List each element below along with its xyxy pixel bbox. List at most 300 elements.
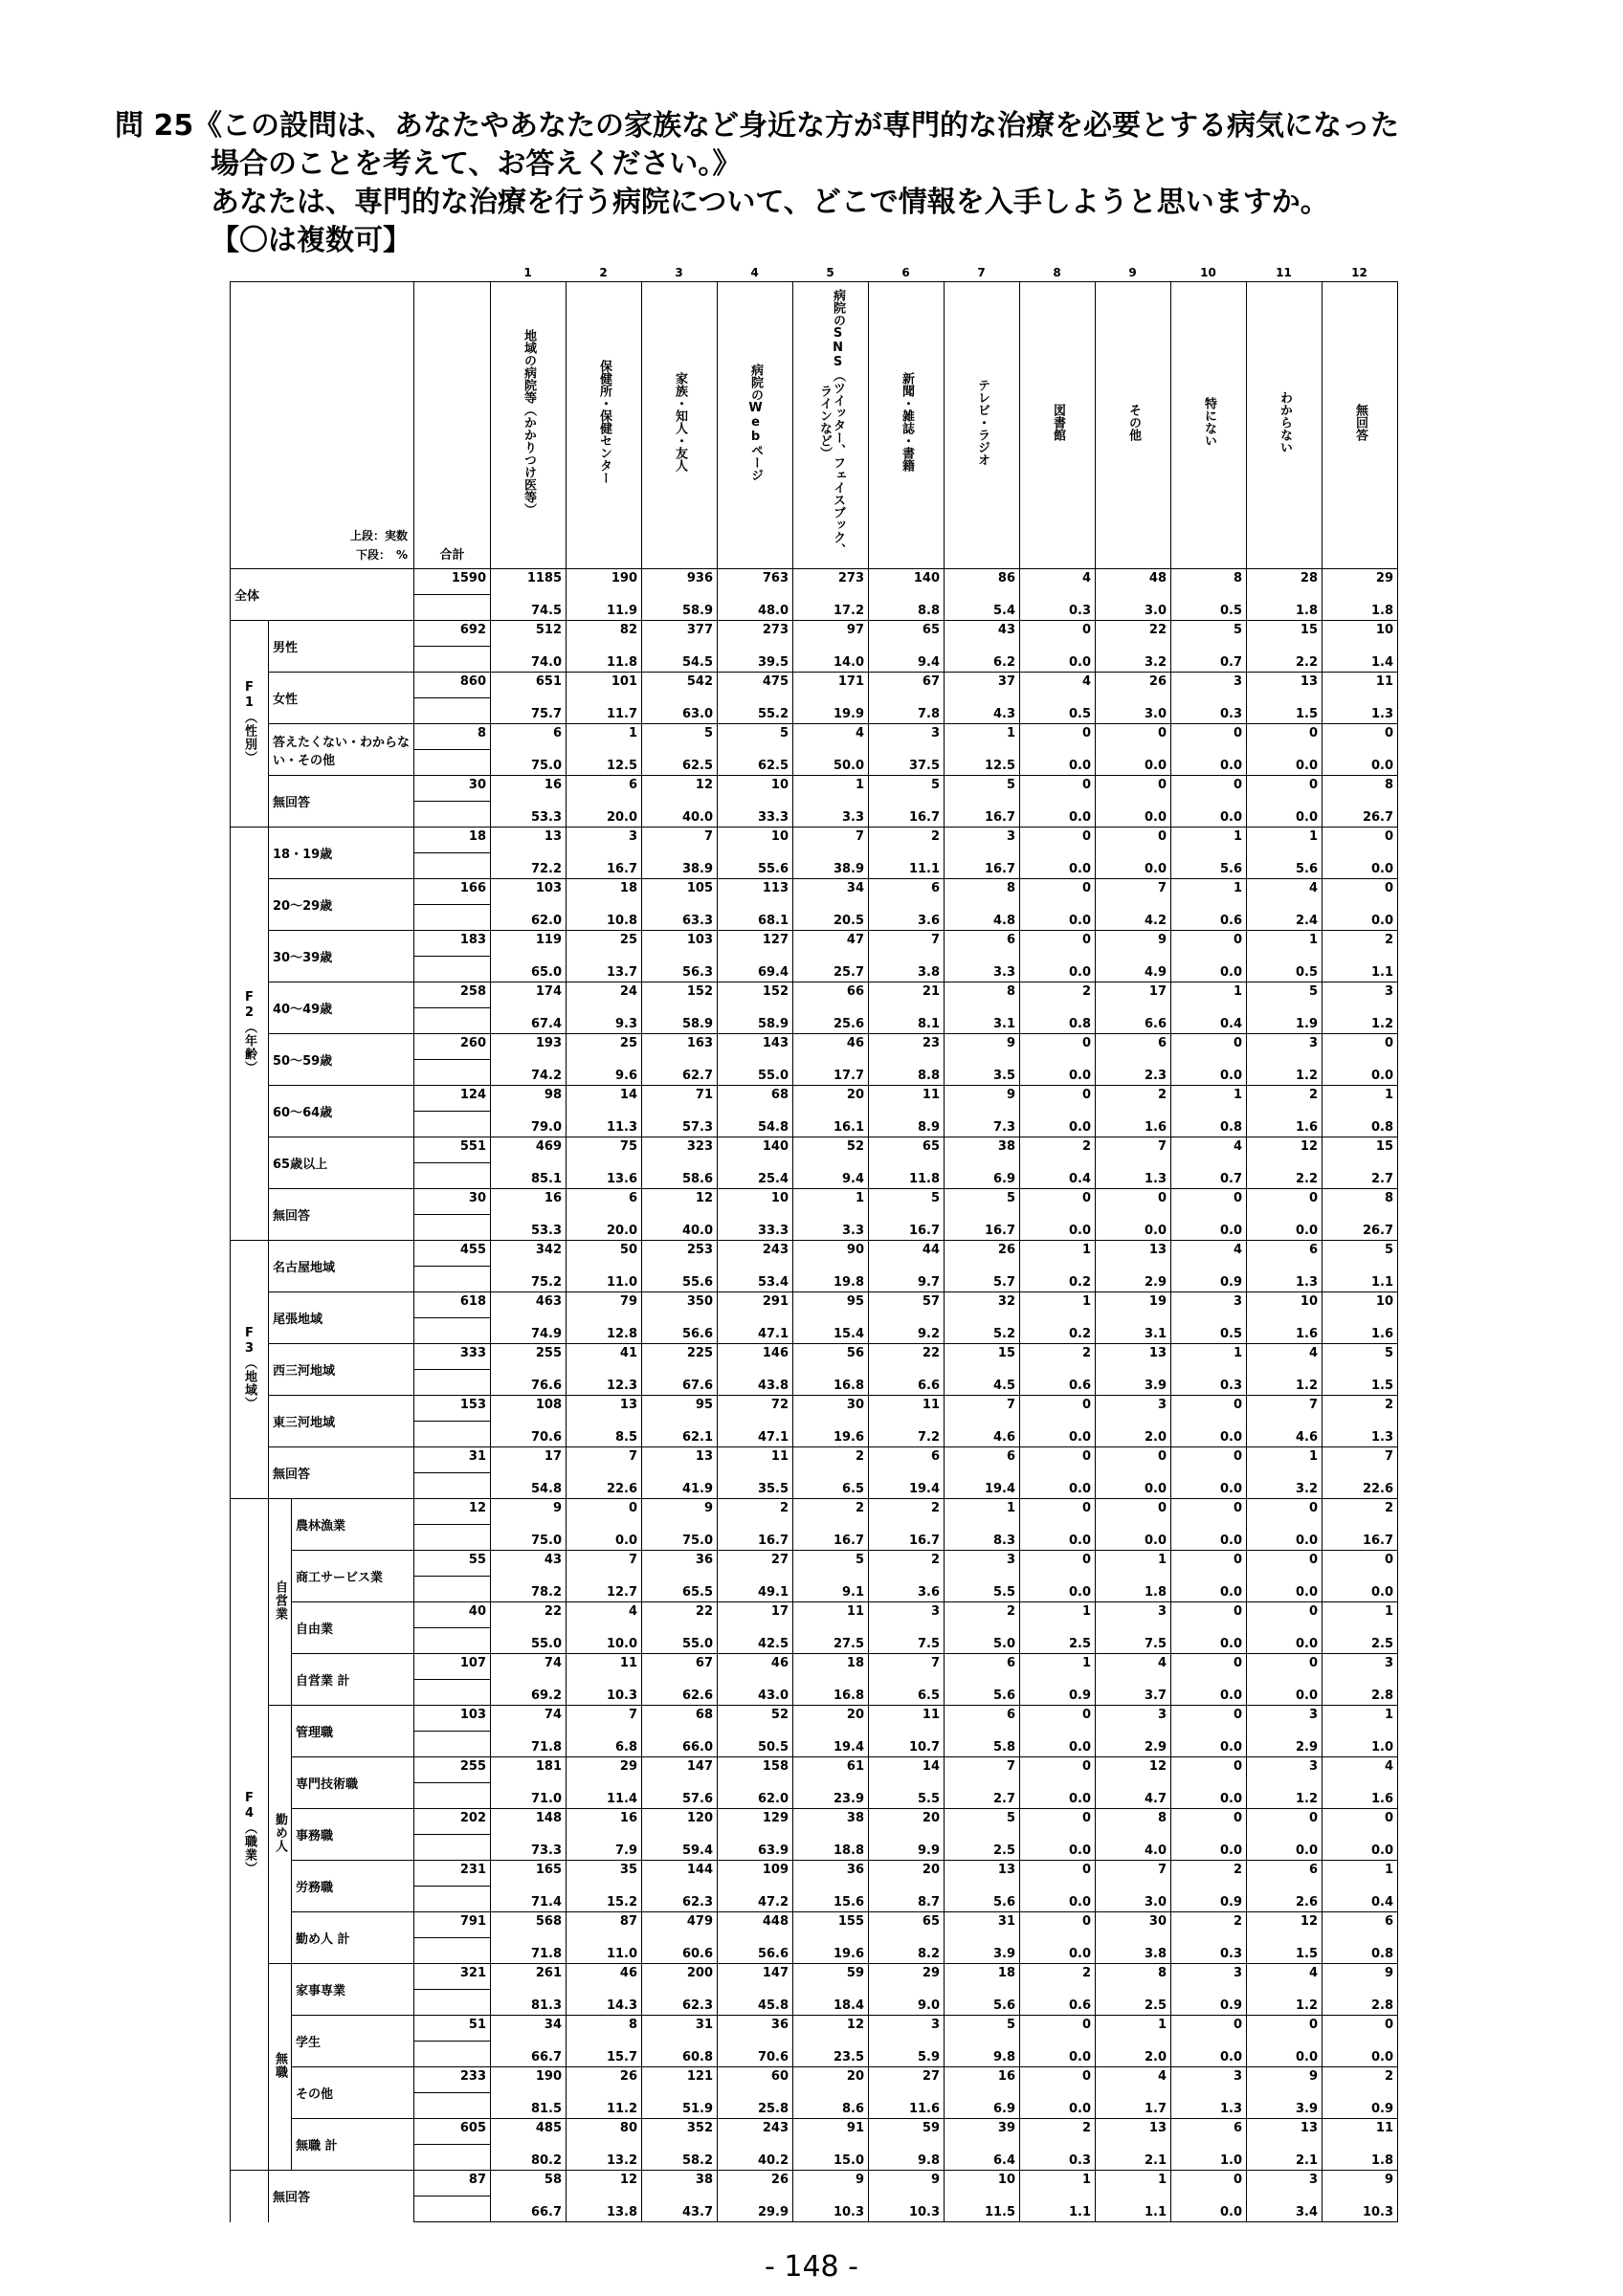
count-cell: 13 xyxy=(1096,2119,1171,2145)
count-cell: 4 xyxy=(1323,1757,1398,1783)
percent-cell: 0.3 xyxy=(1020,2145,1096,2171)
count-cell: 4 xyxy=(1247,1344,1323,1370)
percent-cell: 16.1 xyxy=(793,1112,869,1137)
percent-cell: 9.8 xyxy=(945,2042,1020,2067)
group-label xyxy=(231,621,269,828)
percent-cell: 0.3 xyxy=(1171,1370,1247,1396)
percent-cell: 5.6 xyxy=(945,1990,1020,2016)
table-row xyxy=(231,569,1398,595)
percent-cell: 0.0 xyxy=(1171,1215,1247,1241)
count-cell: 10 xyxy=(1247,1292,1323,1318)
column-header-label: わからない xyxy=(1278,390,1293,453)
percent-cell: 0.0 xyxy=(1323,853,1398,879)
count-cell: 1 xyxy=(1171,879,1247,905)
count-cell: 5 xyxy=(869,1189,945,1215)
percent-cell: 5.7 xyxy=(945,1267,1020,1292)
percent-cell: 0.0 xyxy=(1020,1112,1096,1137)
percent-cell: 1.5 xyxy=(1247,1938,1323,1964)
count-cell: 16 xyxy=(567,1809,642,1835)
count-cell: 7 xyxy=(642,828,718,853)
percent-cell: 2.6 xyxy=(1247,1887,1323,1912)
percent-cell: 0.0 xyxy=(1247,1835,1323,1861)
percent-cell: 16.7 xyxy=(945,853,1020,879)
percent-cell: 0.0 xyxy=(1020,1835,1096,1861)
count-cell: 26 xyxy=(567,2067,642,2093)
count-cell: 2 xyxy=(1020,1344,1096,1370)
percent-cell: 0.0 xyxy=(1020,1577,1096,1602)
row-label: 自営業 計 xyxy=(292,1654,414,1706)
count-cell: 2 xyxy=(1323,1396,1398,1422)
count-cell: 469 xyxy=(491,1137,567,1163)
percent-cell: 23.5 xyxy=(793,2042,869,2067)
count-cell: 1 xyxy=(1020,1602,1096,1628)
percent-cell: 3.7 xyxy=(1096,1680,1171,1706)
row-total-n: 231 xyxy=(414,1861,491,1887)
percent-cell: 1.2 xyxy=(1323,1008,1398,1034)
count-cell: 200 xyxy=(642,1964,718,1990)
count-cell: 0 xyxy=(1323,2016,1398,2042)
percent-cell: 63.0 xyxy=(642,698,718,724)
percent-cell: 5.6 xyxy=(1247,853,1323,879)
count-cell: 29 xyxy=(869,1964,945,1990)
row-total-n: 605 xyxy=(414,2119,491,2145)
count-cell: 1 xyxy=(1323,1706,1398,1732)
percent-cell: 0.0 xyxy=(567,1525,642,1551)
percent-cell: 15.2 xyxy=(567,1887,642,1912)
count-cell: 31 xyxy=(642,2016,718,2042)
count-cell: 26 xyxy=(945,1241,1020,1267)
count-cell: 1 xyxy=(567,724,642,750)
count-cell: 243 xyxy=(718,2119,793,2145)
row-total-blank xyxy=(414,1680,491,1706)
count-cell: 10 xyxy=(1323,1292,1398,1318)
count-cell: 9 xyxy=(1096,931,1171,957)
table-row xyxy=(231,1706,1398,1732)
row-total-blank xyxy=(414,1732,491,1757)
count-cell: 27 xyxy=(718,1551,793,1577)
percent-cell: 7.5 xyxy=(1096,1628,1171,1654)
percent-cell: 0.0 xyxy=(1323,1835,1398,1861)
count-cell: 140 xyxy=(718,1137,793,1163)
count-cell: 74 xyxy=(491,1706,567,1732)
percent-cell: 0.6 xyxy=(1020,1370,1096,1396)
percent-cell: 26.7 xyxy=(1323,1215,1398,1241)
count-cell: 1 xyxy=(1096,2016,1171,2042)
count-cell: 0 xyxy=(1247,1654,1323,1680)
count-cell: 1 xyxy=(1020,1292,1096,1318)
count-cell: 12 xyxy=(793,2016,869,2042)
count-cell: 10 xyxy=(718,828,793,853)
percent-cell: 9.4 xyxy=(793,1163,869,1189)
count-cell: 9 xyxy=(1323,2171,1398,2197)
count-cell: 350 xyxy=(642,1292,718,1318)
row-total-n: 166 xyxy=(414,879,491,905)
percent-cell: 8.5 xyxy=(567,1422,642,1447)
percent-cell: 20.5 xyxy=(793,905,869,931)
count-cell: 193 xyxy=(491,1034,567,1060)
row-total-blank xyxy=(414,1112,491,1137)
question-line-4: 【〇は複数可】 xyxy=(211,224,411,257)
table-row xyxy=(231,1292,1398,1318)
count-cell: 16 xyxy=(491,1189,567,1215)
count-cell: 0 xyxy=(1247,1551,1323,1577)
percent-cell: 0.0 xyxy=(1247,2042,1323,2067)
percent-cell: 3.1 xyxy=(945,1008,1020,1034)
row-total-n: 455 xyxy=(414,1241,491,1267)
count-cell: 1 xyxy=(1247,1447,1323,1473)
count-cell: 3 xyxy=(869,1602,945,1628)
percent-cell: 22.6 xyxy=(567,1473,642,1499)
row-total-n: 333 xyxy=(414,1344,491,1370)
count-cell: 38 xyxy=(793,1809,869,1835)
table-row xyxy=(231,2119,1398,2145)
column-header xyxy=(1323,282,1398,569)
count-cell: 1 xyxy=(1020,1654,1096,1680)
count-cell: 7 xyxy=(945,1396,1020,1422)
count-cell: 5 xyxy=(642,724,718,750)
row-total-n: 18 xyxy=(414,828,491,853)
percent-cell: 75.7 xyxy=(491,698,567,724)
percent-cell: 4.9 xyxy=(1096,957,1171,982)
percent-cell: 0.8 xyxy=(1171,1112,1247,1137)
percent-cell: 39.5 xyxy=(718,647,793,673)
percent-cell: 1.6 xyxy=(1323,1783,1398,1809)
percent-cell: 68.1 xyxy=(718,905,793,931)
percent-cell: 0.0 xyxy=(1247,1577,1323,1602)
percent-cell: 1.2 xyxy=(1247,1060,1323,1086)
count-cell: 22 xyxy=(869,1344,945,1370)
count-cell: 108 xyxy=(491,1396,567,1422)
percent-cell: 6.6 xyxy=(1096,1008,1171,1034)
percent-cell: 0.9 xyxy=(1171,1267,1247,1292)
count-cell: 5 xyxy=(793,1551,869,1577)
percent-cell: 58.9 xyxy=(642,595,718,621)
count-cell: 0 xyxy=(1171,2171,1247,2197)
count-cell: 2 xyxy=(1020,1964,1096,1990)
percent-cell: 6.6 xyxy=(869,1370,945,1396)
table-row xyxy=(231,776,1398,802)
percent-cell: 69.2 xyxy=(491,1680,567,1706)
percent-cell: 0.4 xyxy=(1171,1008,1247,1034)
percent-cell: 62.5 xyxy=(642,750,718,776)
group-label xyxy=(231,1241,269,1499)
count-cell: 95 xyxy=(793,1292,869,1318)
percent-cell: 10.3 xyxy=(793,2197,869,2222)
percent-cell: 1.3 xyxy=(1323,698,1398,724)
percent-cell: 74.5 xyxy=(491,595,567,621)
percent-cell: 7.3 xyxy=(945,1112,1020,1137)
row-label: 女性 xyxy=(269,673,414,724)
row-label: 学生 xyxy=(292,2016,414,2067)
percent-cell: 47.1 xyxy=(718,1422,793,1447)
table-row xyxy=(231,1861,1398,1887)
count-cell: 35 xyxy=(567,1861,642,1887)
column-number: 8 xyxy=(1053,266,1061,279)
count-cell: 14 xyxy=(869,1757,945,1783)
row-total-blank xyxy=(414,698,491,724)
count-cell: 0 xyxy=(1171,1034,1247,1060)
percent-cell: 62.3 xyxy=(642,1887,718,1912)
percent-cell: 2.5 xyxy=(1323,1628,1398,1654)
count-cell: 763 xyxy=(718,569,793,595)
header-corner xyxy=(231,282,414,569)
count-cell: 0 xyxy=(1171,931,1247,957)
count-cell: 103 xyxy=(642,931,718,957)
table-row xyxy=(231,1137,1398,1163)
percent-cell: 0.0 xyxy=(1020,1783,1096,1809)
count-cell: 1 xyxy=(1020,1241,1096,1267)
percent-cell: 1.1 xyxy=(1096,2197,1171,2222)
column-number: 3 xyxy=(675,266,683,279)
count-cell: 0 xyxy=(1171,1757,1247,1783)
percent-cell: 1.2 xyxy=(1247,1990,1323,2016)
count-cell: 0 xyxy=(1020,1086,1096,1112)
column-number: 1 xyxy=(523,266,532,279)
row-total-n: 31 xyxy=(414,1447,491,1473)
percent-cell: 2.2 xyxy=(1247,1163,1323,1189)
count-cell: 1 xyxy=(793,776,869,802)
count-cell: 1 xyxy=(945,724,1020,750)
row-label: 50～59歳 xyxy=(269,1034,414,1086)
row-total-blank xyxy=(414,1267,491,1292)
percent-cell: 1.3 xyxy=(1096,1163,1171,1189)
percent-cell: 60.8 xyxy=(642,2042,718,2067)
count-cell: 8 xyxy=(1171,569,1247,595)
percent-cell: 2.9 xyxy=(1247,1732,1323,1757)
percent-cell: 2.8 xyxy=(1323,1990,1398,2016)
percent-cell: 55.6 xyxy=(642,1267,718,1292)
subgroup-label xyxy=(269,1964,292,2171)
column-header-label: テレビ・ラジオ xyxy=(975,378,990,466)
percent-cell: 0.0 xyxy=(1171,1577,1247,1602)
table-row xyxy=(231,1551,1398,1577)
percent-cell: 8.8 xyxy=(869,1060,945,1086)
percent-cell: 9.0 xyxy=(869,1990,945,2016)
count-cell: 2 xyxy=(1020,1137,1096,1163)
count-cell: 291 xyxy=(718,1292,793,1318)
count-cell: 0 xyxy=(1020,1861,1096,1887)
percent-cell: 2.0 xyxy=(1096,1422,1171,1447)
count-cell: 79 xyxy=(567,1292,642,1318)
percent-cell: 8.1 xyxy=(869,1008,945,1034)
percent-cell: 2.9 xyxy=(1096,1267,1171,1292)
percent-cell: 0.0 xyxy=(1171,1422,1247,1447)
count-cell: 25 xyxy=(567,1034,642,1060)
column-header-label: 地域の病院等（かかりつけ医等） xyxy=(522,328,537,516)
percent-cell: 2.4 xyxy=(1247,905,1323,931)
row-total-blank xyxy=(414,1473,491,1499)
percent-cell: 75.0 xyxy=(491,1525,567,1551)
percent-cell: 55.6 xyxy=(718,853,793,879)
percent-cell: 3.9 xyxy=(945,1938,1020,1964)
percent-cell: 1.0 xyxy=(1171,2145,1247,2171)
percent-cell: 2.7 xyxy=(1323,1163,1398,1189)
percent-cell: 16.7 xyxy=(567,853,642,879)
count-cell: 6 xyxy=(1096,1034,1171,1060)
count-cell: 5 xyxy=(1323,1344,1398,1370)
percent-cell: 59.4 xyxy=(642,1835,718,1861)
percent-cell: 78.2 xyxy=(491,1577,567,1602)
percent-cell: 0.0 xyxy=(1020,802,1096,828)
count-cell: 342 xyxy=(491,1241,567,1267)
page-number: - 148 - xyxy=(765,2250,858,2284)
count-cell: 67 xyxy=(869,673,945,698)
percent-cell: 12.3 xyxy=(567,1370,642,1396)
percent-cell: 0.0 xyxy=(1171,957,1247,982)
group-label-text: F1（性別） xyxy=(242,679,256,764)
percent-cell: 2.8 xyxy=(1323,1680,1398,1706)
count-cell: 7 xyxy=(1323,1447,1398,1473)
percent-cell: 4.5 xyxy=(945,1370,1020,1396)
percent-cell: 4.7 xyxy=(1096,1783,1171,1809)
count-cell: 9 xyxy=(869,2171,945,2197)
question-line-1: 《この設問は、あなたやあなたの家族など身近な方が専門的な治療を必要とする病気になった xyxy=(193,109,1399,143)
table-row xyxy=(231,1964,1398,1990)
row-total-n: 260 xyxy=(414,1034,491,1060)
percent-cell: 19.4 xyxy=(793,1732,869,1757)
count-cell: 273 xyxy=(793,569,869,595)
table-row xyxy=(231,1912,1398,1938)
percent-cell: 1.6 xyxy=(1323,1318,1398,1344)
percent-cell: 0.0 xyxy=(1020,2093,1096,2119)
count-cell: 1 xyxy=(1323,1602,1398,1628)
count-cell: 479 xyxy=(642,1912,718,1938)
percent-cell: 8.7 xyxy=(869,1887,945,1912)
percent-cell: 17.7 xyxy=(793,1060,869,1086)
percent-cell: 2.9 xyxy=(1096,1732,1171,1757)
count-cell: 30 xyxy=(1096,1912,1171,1938)
percent-cell: 22.6 xyxy=(1323,1473,1398,1499)
percent-cell: 55.0 xyxy=(642,1628,718,1654)
count-cell: 44 xyxy=(869,1241,945,1267)
percent-cell: 1.0 xyxy=(1323,1732,1398,1757)
count-cell: 1 xyxy=(1171,1344,1247,1370)
percent-cell: 3.0 xyxy=(1096,595,1171,621)
count-cell: 20 xyxy=(869,1809,945,1835)
count-cell: 4 xyxy=(1171,1137,1247,1163)
count-cell: 13 xyxy=(1096,1344,1171,1370)
count-cell: 7 xyxy=(567,1447,642,1473)
percent-cell: 0.8 xyxy=(1020,1008,1096,1034)
count-cell: 82 xyxy=(567,621,642,647)
percent-cell: 16.8 xyxy=(793,1370,869,1396)
count-cell: 52 xyxy=(718,1706,793,1732)
count-cell: 568 xyxy=(491,1912,567,1938)
count-cell: 8 xyxy=(1323,776,1398,802)
column-header xyxy=(491,282,567,569)
percent-cell: 63.3 xyxy=(642,905,718,931)
count-cell: 165 xyxy=(491,1861,567,1887)
row-total-n: 30 xyxy=(414,1189,491,1215)
count-cell: 41 xyxy=(567,1344,642,1370)
row-total-blank xyxy=(414,1990,491,2016)
count-cell: 12 xyxy=(1247,1137,1323,1163)
count-cell: 7 xyxy=(567,1706,642,1732)
percent-cell: 1.8 xyxy=(1323,595,1398,621)
percent-cell: 58.2 xyxy=(642,2145,718,2171)
table-row xyxy=(231,673,1398,698)
table-row xyxy=(231,1757,1398,1783)
column-header-label: 病院のWebページ xyxy=(748,363,764,481)
row-total-blank xyxy=(414,1938,491,1964)
percent-cell: 11.6 xyxy=(869,2093,945,2119)
count-cell: 0 xyxy=(1096,828,1171,853)
count-cell: 0 xyxy=(1247,776,1323,802)
count-cell: 0 xyxy=(1020,1551,1096,1577)
count-cell: 2 xyxy=(869,1499,945,1525)
count-cell: 121 xyxy=(642,2067,718,2093)
row-total-blank xyxy=(414,1525,491,1551)
count-cell: 74 xyxy=(491,1654,567,1680)
count-cell: 3 xyxy=(1096,1396,1171,1422)
percent-cell: 43.0 xyxy=(718,1680,793,1706)
percent-cell: 75.0 xyxy=(491,750,567,776)
percent-cell: 8.8 xyxy=(869,595,945,621)
count-cell: 4 xyxy=(1247,879,1323,905)
count-cell: 0 xyxy=(1020,2067,1096,2093)
count-cell: 1 xyxy=(1171,828,1247,853)
count-cell: 9 xyxy=(491,1499,567,1525)
percent-cell: 75.0 xyxy=(642,1525,718,1551)
percent-cell: 19.4 xyxy=(869,1473,945,1499)
count-cell: 512 xyxy=(491,621,567,647)
count-cell: 20 xyxy=(869,1861,945,1887)
count-cell: 6 xyxy=(1323,1912,1398,1938)
count-cell: 6 xyxy=(945,931,1020,957)
row-label: 労務職 xyxy=(292,1861,414,1912)
count-cell: 6 xyxy=(869,1447,945,1473)
row-label: 20～29歳 xyxy=(269,879,414,931)
count-cell: 4 xyxy=(793,724,869,750)
percent-cell: 72.2 xyxy=(491,853,567,879)
count-cell: 46 xyxy=(567,1964,642,1990)
row-total-blank xyxy=(414,1008,491,1034)
table-row xyxy=(231,2067,1398,2093)
percent-cell: 65.0 xyxy=(491,957,567,982)
percent-cell: 3.2 xyxy=(1096,647,1171,673)
count-cell: 5 xyxy=(945,1809,1020,1835)
percent-cell: 7.2 xyxy=(869,1422,945,1447)
percent-cell: 0.0 xyxy=(1171,2197,1247,2222)
count-cell: 3 xyxy=(1096,1706,1171,1732)
count-cell: 22 xyxy=(491,1602,567,1628)
percent-cell: 3.9 xyxy=(1247,2093,1323,2119)
row-label: 管理職 xyxy=(292,1706,414,1757)
percent-cell: 65.5 xyxy=(642,1577,718,1602)
count-cell: 155 xyxy=(793,1912,869,1938)
percent-cell: 0.5 xyxy=(1020,698,1096,724)
percent-cell: 57.3 xyxy=(642,1112,718,1137)
count-cell: 0 xyxy=(1020,931,1096,957)
count-cell: 71 xyxy=(642,1086,718,1112)
percent-cell: 16.7 xyxy=(869,802,945,828)
subgroup-label-text: 勤め人 xyxy=(273,1812,287,1853)
percent-cell: 71.8 xyxy=(491,1938,567,1964)
count-cell: 18 xyxy=(567,879,642,905)
count-cell: 7 xyxy=(945,1757,1020,1783)
table-row xyxy=(231,1602,1398,1628)
count-cell: 26 xyxy=(718,2171,793,2197)
percent-cell: 0.0 xyxy=(1323,1060,1398,1086)
count-cell: 0 xyxy=(1323,1551,1398,1577)
count-cell: 651 xyxy=(491,673,567,698)
count-cell: 105 xyxy=(642,879,718,905)
count-cell: 109 xyxy=(718,1861,793,1887)
percent-cell: 43.7 xyxy=(642,2197,718,2222)
column-header-label: 特にない xyxy=(1202,397,1217,447)
percent-cell: 3.3 xyxy=(945,957,1020,982)
row-total-blank xyxy=(414,1215,491,1241)
